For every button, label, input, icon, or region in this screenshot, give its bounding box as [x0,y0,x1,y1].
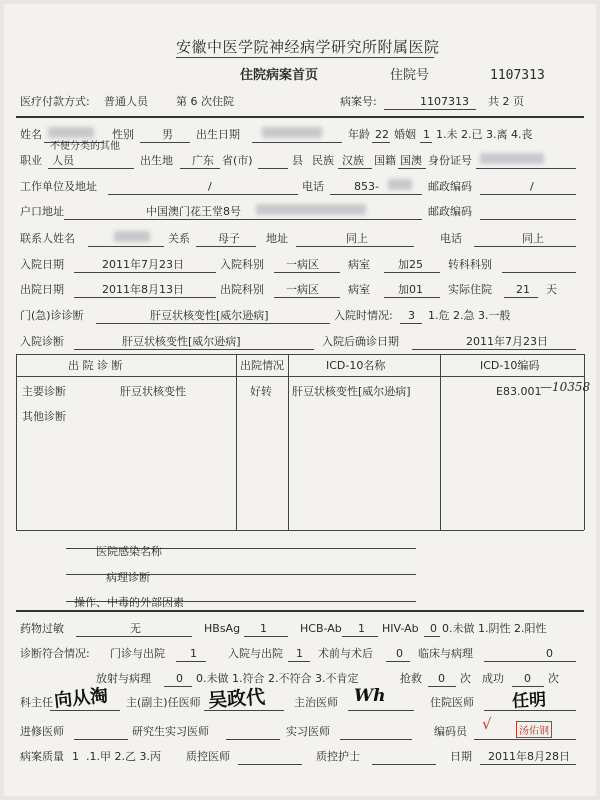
stay-days: 21 [516,283,530,296]
hcb-label: HCB-Ab [300,622,342,635]
rescue-value: 0 [438,672,445,685]
contact-addr-label: 地址 [266,232,288,245]
relation-value: 母子 [218,232,240,245]
main-dx-label: 主要诊断 [22,385,66,398]
contact-label: 联系人姓名 [20,232,75,245]
stay-label: 实际住院 [448,283,492,296]
redacted-contact [114,231,150,242]
marital-value: 1 [423,128,430,141]
contact-addr-value: 同上 [346,232,368,245]
address-value: 中国澳门花王堂8号 [146,205,241,218]
hbsag-value: 1 [260,622,267,635]
success-label: 成功 [482,672,504,685]
job-label: 职业 [20,154,42,167]
medical-record-sheet [4,4,596,796]
work-label: 工作单位及地址 [20,180,97,193]
quality-label: 病案质量 [20,750,64,763]
relation-label: 关系 [168,232,190,245]
trainee-label: 进修医师 [20,725,64,738]
case-no: 1107313 [420,95,469,108]
zip-label-2: 邮政编码 [428,205,472,218]
success-value: 0 [524,672,531,685]
test-options: 0.未做 1.阴性 2.阳性 [442,622,547,635]
main-icd-name: 肝豆状核变性[威尔逊病] [292,385,411,398]
redacted-id [480,153,544,164]
in-date-value: 2011年7月23日 [102,258,184,271]
zip-label: 邮政编码 [428,180,472,193]
ethnicity-label: 民族 [312,154,334,167]
preop-label: 术前与术后 [318,647,373,660]
redacted-address [256,204,366,215]
divider [16,116,584,118]
clin-value: 0 [546,647,553,660]
nationality-label: 国籍 [374,154,396,167]
col-icd-name: ICD-10名称 [326,359,386,372]
record-no: 1107313 [490,68,545,83]
inout-label: 入院与出院 [228,647,283,660]
county-label: 县 [292,154,303,167]
marital-options: 1.未 2.已 3.离 4.丧 [436,128,533,141]
attending-label: 主治医师 [294,696,338,709]
condition-options: 1.危 2.急 3.一般 [428,309,511,322]
page-count: 共 2 页 [488,95,524,108]
in-ward-value: 加25 [398,258,423,271]
out-dept-value: 一病区 [286,283,319,296]
hiv-label: HIV-Ab [382,622,419,635]
other-dx-label: 其他诊断 [22,410,66,423]
opd-label: 门诊与出院 [110,647,165,660]
age-label: 年龄 [348,128,370,141]
resident-signature: 任明 [511,690,547,712]
quality-value: 1 [72,750,79,763]
agree-label: 诊断符合情况: [20,647,90,660]
hcb-value: 1 [358,622,365,635]
allergy-label: 药物过敏 [20,622,64,635]
in-date-label: 入院日期 [20,258,64,271]
success-unit: 次 [548,672,559,685]
infection-label: 医院感染名称 [96,545,162,558]
col-discharge-dx: 出 院 诊 断 [68,359,123,372]
date-value: 2011年8月28日 [488,750,570,763]
rescue-label: 抢救 [400,672,422,685]
main-icd-code: E83.001 [496,385,542,398]
rad-label: 放射与病理 [96,672,151,685]
pathology-label: 病理诊断 [106,571,150,584]
job-value: 人员 [52,154,74,167]
redacted-name [48,127,94,138]
in-dept-label: 入院科别 [220,258,264,271]
birthplace-label: 出生地 [140,154,173,167]
out-date-value: 2011年8月13日 [102,283,184,296]
external-cause-label: 操作、中毒的外部因素 [74,596,184,609]
intern-label: 实习医师 [286,725,330,738]
main-outcome: 好转 [250,385,272,398]
outpatient-dx-value: 肝豆状核变性[威尔逊病] [150,309,269,322]
out-ward-label: 病室 [348,283,370,296]
attending-signature: Wh [354,686,386,706]
ethnicity-value: 汉族 [342,154,364,167]
confirm-date: 2011年7月23日 [466,335,548,348]
col-icd-code: ICD-10编码 [480,359,540,372]
preop-value: 0 [396,647,403,660]
condition-label: 入院时情况: [334,309,393,322]
director-label: 科主任 [20,696,53,709]
col-outcome: 出院情况 [240,359,284,372]
director-signature: 向从淘 [53,685,110,712]
nationality-value: 国澳 [400,154,422,167]
job-note: 不便分类的其他 [50,141,120,152]
hbsag-label: HBsAg [204,622,241,635]
quality-options: .1.甲 2.乙 3.丙 [86,750,161,763]
grad-label: 研究生实习医师 [132,725,209,738]
transfer-label: 转科科别 [448,258,492,271]
coder-checkmark: √ [482,715,492,733]
address-label: 户口地址 [20,205,64,218]
gender-label: 性别 [112,128,134,141]
gender-value: 男 [162,128,173,141]
case-no-label: 病案号: [340,95,377,108]
inout-value: 1 [296,647,303,660]
redacted-dob [262,127,322,138]
chief-label: 主(副主)任医师 [126,696,201,709]
date-label: 日期 [450,750,472,763]
clin-label: 临床与病理 [418,647,473,660]
in-dx-value: 肝豆状核变性[威尔逊病] [122,335,241,348]
phone-label: 电话 [302,180,324,193]
id-label: 身份证号 [428,154,472,167]
birthplace-province: 广东 [192,154,214,167]
dob-label: 出生日期 [196,128,240,141]
name-label: 姓名 [20,128,42,141]
admission-count: 第 6 次住院 [176,95,234,108]
qc-doctor-label: 质控医师 [186,750,230,763]
redacted-phone [388,179,412,190]
out-dept-label: 出院科别 [220,283,264,296]
main-dx-value: 肝豆状核变性 [120,385,186,398]
outpatient-dx-label: 门(急)诊诊断 [20,309,84,322]
opd-value: 1 [190,647,197,660]
agree-options: 0.未做 1.符合 2.不符合 3.不肯定 [196,672,359,685]
divider [16,610,584,612]
in-dept-value: 一病区 [286,258,319,271]
resident-label: 住院医师 [430,696,474,709]
coder-stamp: 汤佑钢 [516,721,552,738]
record-no-label: 住院号 [390,68,430,83]
payment-value: 普通人员 [104,95,148,108]
province-label: 省(市) [222,154,253,167]
coder-label: 编码员 [434,725,467,738]
hospital-name: 安徽中医学院神经病学研究所附属医院 [176,38,440,56]
contact-phone-value: 同上 [522,232,544,245]
confirm-label: 入院后确诊日期 [322,335,399,348]
payment-label: 医疗付款方式: [20,95,90,108]
qc-nurse-label: 质控护士 [316,750,360,763]
main-icd-code-handwritten: —10358 [540,380,591,394]
phone-value: 853- [354,180,379,193]
in-ward-label: 病室 [348,258,370,271]
age-value: 22 [375,128,389,141]
rad-value: 0 [176,672,183,685]
rescue-unit: 次 [460,672,471,685]
out-ward-value: 加01 [398,283,423,296]
hiv-value: 0 [430,622,437,635]
work-value: / [208,180,212,193]
chief-signature: 吴政代 [207,686,266,712]
zip-value: / [530,180,534,193]
out-date-label: 出院日期 [20,283,64,296]
marital-label: 婚姻 [394,128,416,141]
condition-value: 3 [408,309,415,322]
allergy-value: 无 [130,622,141,635]
in-dx-label: 入院诊断 [20,335,64,348]
contact-phone-label: 电话 [440,232,462,245]
form-title: 住院病案首页 [240,68,319,83]
day-unit: 天 [546,283,557,296]
